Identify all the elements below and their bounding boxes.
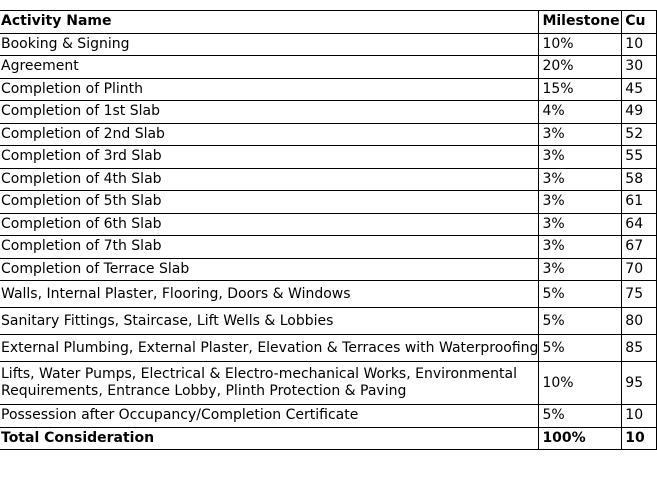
- cumulative-cell[interactable]: 95: [622, 362, 657, 405]
- cumulative-cell[interactable]: 49: [622, 101, 657, 124]
- total-row: [0, 427, 657, 450]
- milestone-cell[interactable]: 15%: [539, 78, 622, 101]
- table-row: [0, 362, 657, 405]
- table-row: [0, 78, 657, 101]
- milestone-cell[interactable]: 5%: [539, 335, 622, 362]
- milestone-cell[interactable]: 5%: [539, 405, 622, 428]
- milestone-cell[interactable]: 3%: [539, 123, 622, 146]
- header-cumulative[interactable]: Cu: [622, 11, 657, 34]
- total-cumulative-cell[interactable]: 10: [622, 427, 657, 450]
- activity-cell[interactable]: Completion of 1st Slab: [0, 101, 539, 124]
- table-row: [0, 146, 657, 169]
- cumulative-cell[interactable]: 55: [622, 146, 657, 169]
- cumulative-cell[interactable]: 52: [622, 123, 657, 146]
- table-row: [0, 101, 657, 124]
- milestone-cell[interactable]: 3%: [539, 146, 622, 169]
- table-row: [0, 308, 657, 335]
- activity-cell[interactable]: Sanitary Fittings, Staircase, Lift Wells & Lobbies: [0, 308, 539, 335]
- activity-cell[interactable]: Completion of 5th Slab: [0, 191, 539, 214]
- activity-cell[interactable]: Completion of Plinth: [0, 78, 539, 101]
- cumulative-cell[interactable]: 10: [622, 405, 657, 428]
- cumulative-cell[interactable]: 61: [622, 191, 657, 214]
- table-row: [0, 33, 657, 56]
- table-row: [0, 236, 657, 259]
- payment-schedule-table: [0, 10, 657, 450]
- header-activity-name[interactable]: Activity Name: [0, 11, 539, 34]
- activity-cell[interactable]: Booking & Signing: [0, 33, 539, 56]
- activity-cell[interactable]: Completion of 3rd Slab: [0, 146, 539, 169]
- activity-cell[interactable]: Possession after Occupancy/Completion Certificate: [0, 405, 539, 428]
- table-row: [0, 191, 657, 214]
- milestone-cell[interactable]: 3%: [539, 213, 622, 236]
- milestone-cell[interactable]: 10%: [539, 362, 622, 405]
- activity-cell[interactable]: Completion of 4th Slab: [0, 168, 539, 191]
- milestone-cell[interactable]: 4%: [539, 101, 622, 124]
- cumulative-cell[interactable]: 80: [622, 308, 657, 335]
- cumulative-cell[interactable]: 67: [622, 236, 657, 259]
- activity-cell[interactable]: Completion of 7th Slab: [0, 236, 539, 259]
- milestone-cell[interactable]: 10%: [539, 33, 622, 56]
- table-row: [0, 213, 657, 236]
- table-row: [0, 258, 657, 281]
- total-label-cell[interactable]: Total Consideration: [0, 427, 539, 450]
- cumulative-cell[interactable]: 10: [622, 33, 657, 56]
- activity-cell[interactable]: Completion of 6th Slab: [0, 213, 539, 236]
- cumulative-cell[interactable]: 85: [622, 335, 657, 362]
- milestone-cell[interactable]: 3%: [539, 236, 622, 259]
- cumulative-cell[interactable]: 64: [622, 213, 657, 236]
- milestone-cell[interactable]: 3%: [539, 191, 622, 214]
- milestone-cell[interactable]: 20%: [539, 56, 622, 79]
- table-row: [0, 281, 657, 308]
- milestone-cell[interactable]: 5%: [539, 281, 622, 308]
- header-row: [0, 11, 657, 34]
- cumulative-cell[interactable]: 70: [622, 258, 657, 281]
- activity-cell[interactable]: Walls, Internal Plaster, Flooring, Doors & Windows: [0, 281, 539, 308]
- table-row: [0, 123, 657, 146]
- total-milestone-cell[interactable]: 100%: [539, 427, 622, 450]
- activity-cell[interactable]: Lifts, Water Pumps, Electrical & Electro-mechanical Works, Environmental Requirements, Entrance Lobby, Plinth Protection & Paving: [0, 362, 539, 405]
- cumulative-cell[interactable]: 45: [622, 78, 657, 101]
- table-row: [0, 405, 657, 428]
- cumulative-cell[interactable]: 30: [622, 56, 657, 79]
- activity-cell[interactable]: Completion of Terrace Slab: [0, 258, 539, 281]
- milestone-cell[interactable]: 3%: [539, 258, 622, 281]
- milestone-cell[interactable]: 3%: [539, 168, 622, 191]
- payment-schedule-sheet: [0, 10, 657, 450]
- activity-cell[interactable]: External Plumbing, External Plaster, Elevation & Terraces with Waterproofing: [0, 335, 539, 362]
- table-row: [0, 168, 657, 191]
- table-row: [0, 335, 657, 362]
- activity-cell[interactable]: Agreement: [0, 56, 539, 79]
- cumulative-cell[interactable]: 75: [622, 281, 657, 308]
- table-row: [0, 56, 657, 79]
- milestone-cell[interactable]: 5%: [539, 308, 622, 335]
- cumulative-cell[interactable]: 58: [622, 168, 657, 191]
- activity-cell[interactable]: Completion of 2nd Slab: [0, 123, 539, 146]
- header-milestone[interactable]: Milestone: [539, 11, 622, 34]
